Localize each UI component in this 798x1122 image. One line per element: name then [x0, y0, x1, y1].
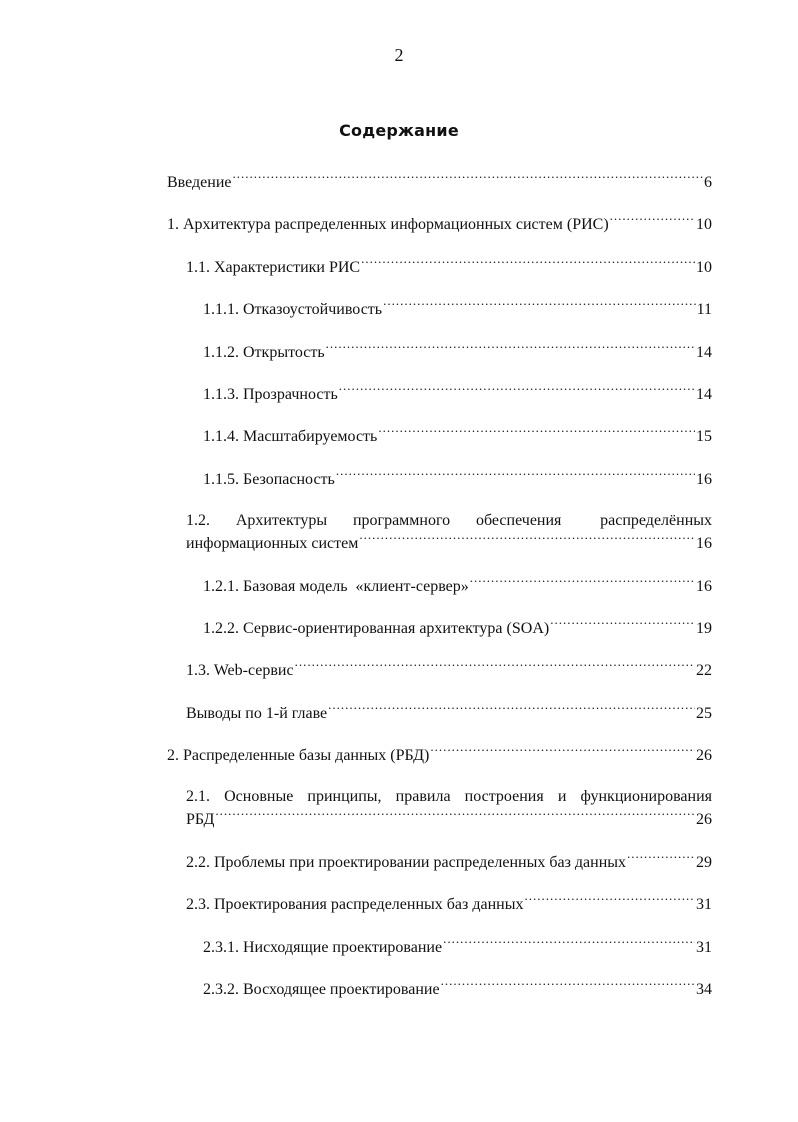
dot-leader — [295, 659, 695, 675]
dot-leader — [326, 341, 695, 357]
dot-leader — [470, 575, 695, 591]
toc-entry-page: 15 — [696, 428, 712, 446]
toc-entry[interactable] — [167, 341, 712, 364]
toc-entry-page: 14 — [696, 385, 712, 403]
toc-entry-page: 26 — [696, 747, 712, 765]
page-number: 2 — [394, 45, 404, 65]
dot-leader — [339, 383, 695, 399]
toc-entry-label-line1 — [186, 786, 712, 808]
toc-entry-label: 1.2.1. Базовая модель «клиент-сервер» — [203, 577, 469, 595]
toc-entry-label: 2.2. Проблемы при проектировании распределенных баз данных — [186, 853, 627, 871]
toc-entry-label: 1.1. Характеристики РИС — [186, 258, 361, 276]
toc-entry-page: 14 — [696, 343, 712, 361]
toc-entry[interactable] — [167, 744, 712, 767]
toc-entry[interactable] — [167, 617, 712, 640]
dot-leader — [550, 617, 695, 633]
toc-entry-label: 2.1. Основные принципы, правила построения и функционирования — [186, 788, 712, 806]
toc-entry-page: 22 — [696, 662, 712, 680]
toc-entry-page: 16 — [696, 535, 712, 553]
dot-leader — [610, 213, 695, 229]
toc-entry-page: 31 — [696, 938, 712, 956]
toc-entry-page: 6 — [704, 174, 712, 191]
toc-entry-label-line2: РБД — [186, 811, 215, 829]
toc-entry-label: 1.2. Архитектуры программного обеспечения распределённых — [186, 512, 712, 530]
dot-leader — [359, 532, 695, 548]
toc-entry[interactable] — [167, 383, 712, 406]
toc-entry-label: Введение — [167, 174, 232, 191]
toc-entry[interactable] — [167, 702, 712, 725]
toc-entry[interactable] — [167, 851, 712, 874]
toc-entry-label-line2: информационных систем — [186, 535, 359, 553]
dot-leader — [430, 744, 695, 760]
toc-entry-page: 25 — [696, 704, 712, 722]
toc-entry-page: 10 — [696, 258, 712, 276]
toc-entry[interactable] — [167, 213, 712, 236]
toc-entry-page: 29 — [696, 853, 712, 871]
toc-entry-page: 16 — [696, 577, 712, 595]
dot-leader — [378, 425, 695, 441]
toc-entry-label: 1.1.4. Масштабируемость — [203, 428, 378, 446]
toc-entry[interactable] — [167, 256, 712, 279]
toc-entry[interactable] — [167, 425, 712, 448]
toc-entry-label: 1.1.2. Открытость — [203, 343, 325, 361]
toc-entry-label: 2.3.2. Восходящее проектирование — [203, 981, 440, 999]
toc-entry[interactable] — [167, 468, 712, 491]
toc-entry[interactable] — [167, 786, 712, 831]
toc-entry[interactable] — [167, 510, 712, 555]
dot-leader — [627, 851, 695, 867]
toc-entry[interactable] — [167, 171, 712, 194]
dot-leader — [441, 978, 695, 994]
toc-entry[interactable] — [167, 298, 712, 321]
toc-entry-label: 1. Архитектура распределенных информационных систем (РИС) — [167, 216, 609, 234]
toc-entry[interactable] — [167, 575, 712, 598]
dot-leader — [361, 256, 695, 272]
toc-entry-page: 26 — [696, 811, 712, 829]
toc-entry[interactable] — [167, 659, 712, 682]
dot-leader — [336, 468, 695, 484]
toc-entry[interactable] — [167, 893, 712, 916]
toc-entry-label: 2. Распределенные базы данных (РБД) — [167, 747, 430, 765]
toc-entry-label-line1 — [186, 510, 712, 532]
dot-leader — [383, 298, 696, 314]
toc-entry-label: 1.1.5. Безопасность — [203, 470, 335, 488]
toc-entry-label: 1.2.2. Сервис-ориентированная архитектура (SOA) — [203, 619, 550, 637]
toc-entry-label: 2.3.1. Нисходящие проектирование — [203, 938, 443, 956]
toc-entry-label: 1.3. Web-сервис — [186, 662, 294, 680]
page-title: Содержание — [339, 121, 459, 140]
dot-leader — [443, 936, 695, 952]
toc-entry-page: 11 — [696, 301, 712, 319]
toc-entry-page: 16 — [696, 470, 712, 488]
toc-entry-page: 34 — [696, 981, 712, 999]
toc-entry-page: 19 — [696, 619, 712, 637]
toc-entry-label: 1.1.1. Отказоустойчивость — [203, 301, 383, 319]
toc-entry[interactable] — [167, 978, 712, 1001]
dot-leader — [328, 702, 695, 718]
toc-entry-page: 31 — [696, 896, 712, 914]
toc-entry-label: 1.1.3. Прозрачность — [203, 385, 338, 403]
dot-leader — [524, 893, 695, 909]
toc-entry-page: 10 — [696, 216, 712, 234]
toc-entry[interactable] — [167, 936, 712, 959]
table-of-contents — [167, 171, 712, 1020]
toc-entry-label: Выводы по 1-й главе — [186, 704, 328, 722]
toc-entry-label: 2.3. Проектирования распределенных баз данных — [186, 896, 524, 914]
dot-leader — [233, 171, 704, 187]
dot-leader — [215, 808, 695, 824]
